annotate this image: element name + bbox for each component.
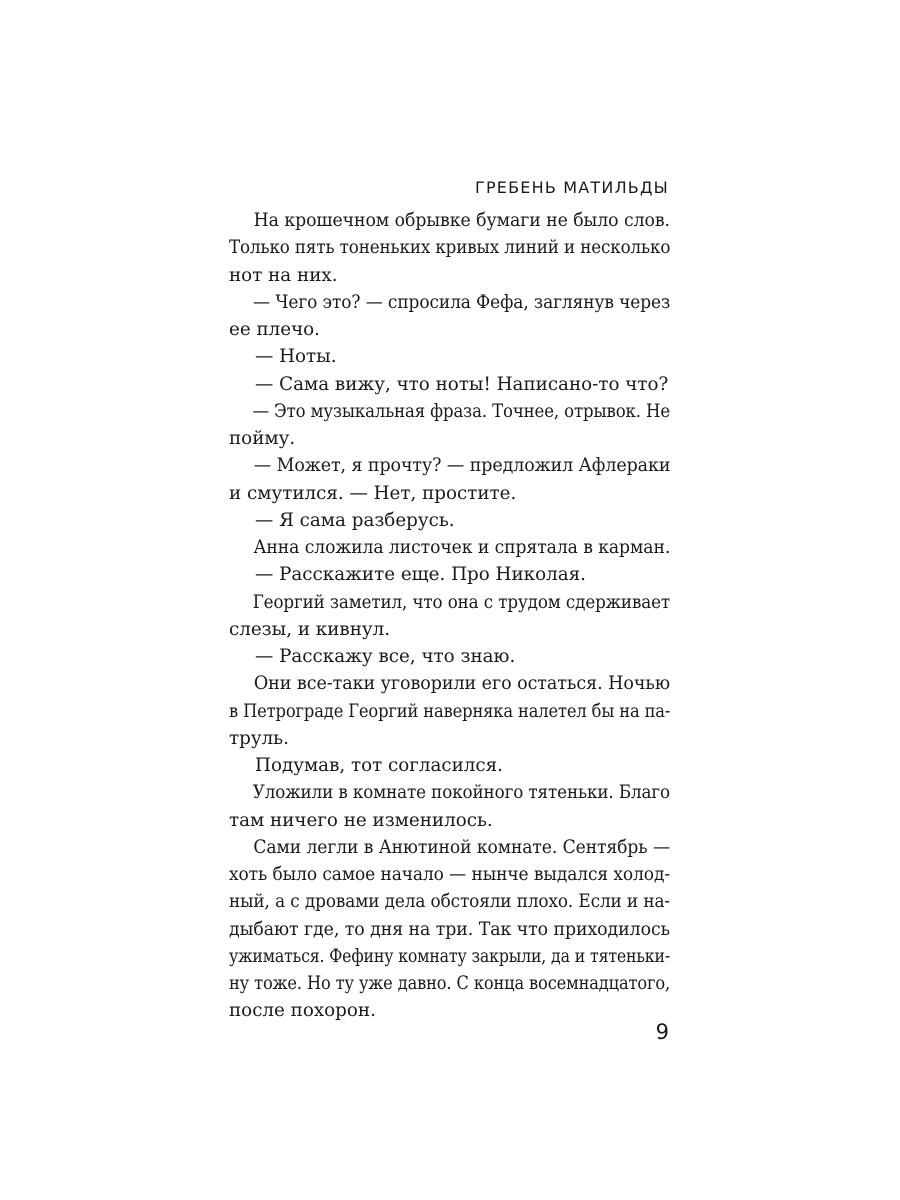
body-text [229, 207, 670, 1025]
text-line: Уложили в комнате покойного тятеньки. Благо [252, 782, 671, 804]
text-line: в Петрограде Георгий наверняка налетел бы на па- [229, 700, 671, 722]
text-line: Анна сложила листочек и спрятала в карман. [253, 537, 671, 558]
text-line: после похорон. [229, 1000, 376, 1022]
text-line: ну тоже. Но ту уже давно. С конца восемнадцатого, [229, 973, 670, 994]
text-line: — Чего это? — спросила Фефа, заглянув через [253, 291, 671, 313]
text-line: ее плечо. [229, 319, 320, 340]
text-line: пойму. [229, 428, 296, 449]
text-line: нот на них. [229, 264, 338, 286]
text-line: — Ноты. [255, 346, 337, 368]
text-line: Они все-таки уговорили его остаться. Ночью [253, 673, 670, 695]
text-line: ный, а с дровами дела обстояли плохо. Если и на- [229, 891, 670, 913]
text-line: — Это музыкальная фраза. Точнее, отрывок. Не [252, 400, 670, 422]
text-line: дыбают где, то дня на три. Так что приходилось [229, 918, 670, 940]
text-line: — Расскажу все, что знаю. [255, 646, 516, 667]
text-line: труль. [229, 727, 289, 749]
running-head: ГРЕБЕНЬ МАТИЛЬДЫ [474, 178, 669, 197]
text-line: и смутился. — Нет, простите. [229, 482, 517, 504]
text-line: там ничего не изменилось. [229, 809, 493, 831]
text-line: — Может, я прочту? — предложил Афлераки [253, 455, 671, 477]
text-line: — Расскажите еще. Про Николая. [255, 564, 586, 586]
text-line: Только пять тоненьких кривых линий и несколько [229, 237, 671, 259]
text-line: хоть было самое начало — нынче выдался холод- [229, 864, 670, 885]
text-line: Георгий заметил, что она с трудом сдерживает [252, 591, 670, 613]
text-line: ужиматься. Фефину комнату закрыли, да и тятеньки- [229, 945, 670, 967]
text-line: Подумав, тот согласился. [255, 755, 503, 776]
text-line: — Я сама разберусь. [255, 509, 455, 531]
text-line: — Сама вижу, что ноты! Написано-то что? [255, 373, 669, 395]
page-number: 9 [655, 1020, 669, 1044]
text-line: На крошечном обрывке бумаги не было слов. [253, 210, 670, 231]
text-line: слезы, и кивнул. [229, 618, 391, 640]
text-line: Сами легли в Анютиной комнате. Сентябрь — [253, 836, 671, 858]
